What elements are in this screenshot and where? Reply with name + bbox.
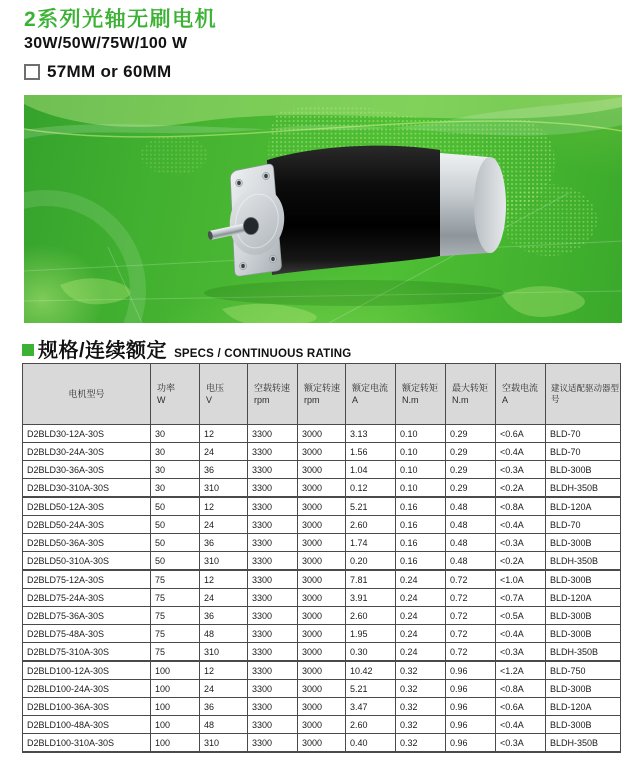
table-cell: 3000 xyxy=(298,734,346,753)
table-cell: BLDH-350B xyxy=(546,734,621,753)
table-row xyxy=(23,534,621,552)
table-cell: BLD-70 xyxy=(546,443,621,461)
table-cell: 3300 xyxy=(248,534,298,552)
table-cell: 0.96 xyxy=(446,698,496,716)
table-cell: 0.32 xyxy=(396,698,446,716)
table-cell: 0.10 xyxy=(396,443,446,461)
table-cell: BLD-300B xyxy=(546,534,621,552)
table-cell: 3.13 xyxy=(346,425,396,443)
table-cell: 5.21 xyxy=(346,497,396,516)
table-cell: 0.24 xyxy=(396,643,446,662)
table-cell: 3.91 xyxy=(346,589,396,607)
table-row xyxy=(23,643,621,662)
table-cell: 3000 xyxy=(298,716,346,734)
table-cell: 0.48 xyxy=(446,552,496,571)
table-cell: 0.10 xyxy=(396,425,446,443)
table-cell: BLD-70 xyxy=(546,425,621,443)
table-row xyxy=(23,552,621,571)
table-cell: 0.24 xyxy=(396,625,446,643)
table-cell: 3300 xyxy=(248,661,298,680)
table-cell: BLD-300B xyxy=(546,607,621,625)
table-cell: 3000 xyxy=(298,607,346,625)
table-cell: BLD-750 xyxy=(546,661,621,680)
table-cell: 0.24 xyxy=(396,607,446,625)
table-cell: BLDH-350B xyxy=(546,643,621,662)
column-header-3: 空载转速 rpm xyxy=(248,364,298,425)
table-cell: <0.3A xyxy=(496,534,546,552)
table-row xyxy=(23,425,621,443)
table-cell: 12 xyxy=(200,570,248,589)
table-row xyxy=(23,497,621,516)
table-cell: 0.16 xyxy=(396,552,446,571)
table-cell: <0.3A xyxy=(496,461,546,479)
section-heading xyxy=(22,334,351,363)
table-cell: 310 xyxy=(200,552,248,571)
table-cell: 3000 xyxy=(298,461,346,479)
table-cell: 3000 xyxy=(298,516,346,534)
table-cell: 2.60 xyxy=(346,607,396,625)
table-cell: <0.4A xyxy=(496,443,546,461)
table-cell: D2BLD50-24A-30S xyxy=(23,516,151,534)
table-cell: 3000 xyxy=(298,698,346,716)
table-cell: <0.2A xyxy=(496,479,546,498)
table-cell: 0.72 xyxy=(446,570,496,589)
table-cell: 100 xyxy=(151,698,200,716)
table-cell: 0.48 xyxy=(446,534,496,552)
table-cell: 75 xyxy=(151,607,200,625)
table-cell: 310 xyxy=(200,734,248,753)
table-cell: <0.2A xyxy=(496,552,546,571)
table-cell: 0.16 xyxy=(396,534,446,552)
table-cell: D2BLD30-310A-30S xyxy=(23,479,151,498)
table-row xyxy=(23,698,621,716)
table-cell: 24 xyxy=(200,516,248,534)
table-cell: 0.29 xyxy=(446,461,496,479)
section-title-cn: 规格/连续额定 xyxy=(38,340,168,362)
table-cell: 3.47 xyxy=(346,698,396,716)
table-cell: D2BLD75-36A-30S xyxy=(23,607,151,625)
table-row xyxy=(23,607,621,625)
table-cell: 3000 xyxy=(298,661,346,680)
table-cell: 0.72 xyxy=(446,643,496,662)
table-cell: 3000 xyxy=(298,497,346,516)
table-cell: 1.95 xyxy=(346,625,396,643)
table-cell: BLD-70 xyxy=(546,516,621,534)
table-cell: 36 xyxy=(200,698,248,716)
table-row xyxy=(23,443,621,461)
table-cell: D2BLD50-310A-30S xyxy=(23,552,151,571)
table-cell: D2BLD30-24A-30S xyxy=(23,443,151,461)
table-row xyxy=(23,461,621,479)
table-cell: D2BLD100-310A-30S xyxy=(23,734,151,753)
table-cell: 0.10 xyxy=(396,461,446,479)
table-cell: 3300 xyxy=(248,625,298,643)
table-cell: D2BLD100-36A-30S xyxy=(23,698,151,716)
frame-size-label: 57MM or 60MM xyxy=(47,62,172,82)
table-cell: 7.81 xyxy=(346,570,396,589)
table-cell: 0.96 xyxy=(446,734,496,753)
table-cell: 3000 xyxy=(298,425,346,443)
table-cell: BLD-120A xyxy=(546,497,621,516)
table-cell: 0.48 xyxy=(446,516,496,534)
table-cell: 0.24 xyxy=(396,589,446,607)
table-cell: <1.0A xyxy=(496,570,546,589)
table-row xyxy=(23,589,621,607)
table-cell: <0.6A xyxy=(496,698,546,716)
table-cell: <0.8A xyxy=(496,497,546,516)
table-cell: 48 xyxy=(200,716,248,734)
table-cell: 3300 xyxy=(248,461,298,479)
column-header-2: 电压 V xyxy=(200,364,248,425)
table-cell: 75 xyxy=(151,570,200,589)
table-cell: 0.32 xyxy=(396,716,446,734)
table-cell: 1.56 xyxy=(346,443,396,461)
table-cell: 12 xyxy=(200,425,248,443)
table-cell: 50 xyxy=(151,497,200,516)
checkbox-square-icon xyxy=(24,64,40,80)
table-cell: 48 xyxy=(200,625,248,643)
table-cell: 3300 xyxy=(248,497,298,516)
table-cell: BLD-300B xyxy=(546,716,621,734)
table-cell: 30 xyxy=(151,425,200,443)
table-cell: 100 xyxy=(151,716,200,734)
table-cell: 12 xyxy=(200,497,248,516)
power-range-subtitle: 30W/50W/75W/100 W xyxy=(24,35,188,53)
table-cell: 50 xyxy=(151,534,200,552)
green-square-icon xyxy=(22,344,34,356)
table-cell: 3300 xyxy=(248,643,298,662)
table-cell: 3000 xyxy=(298,570,346,589)
table-cell: 30 xyxy=(151,443,200,461)
table-cell: 0.48 xyxy=(446,497,496,516)
table-row xyxy=(23,680,621,698)
table-cell: 3300 xyxy=(248,516,298,534)
table-cell: 0.29 xyxy=(446,479,496,498)
table-cell: D2BLD100-24A-30S xyxy=(23,680,151,698)
table-cell: D2BLD30-36A-30S xyxy=(23,461,151,479)
table-cell: 3300 xyxy=(248,698,298,716)
table-cell: 75 xyxy=(151,643,200,662)
column-header-4: 额定转速 rpm xyxy=(298,364,346,425)
table-cell: 0.10 xyxy=(396,479,446,498)
table-cell: D2BLD75-310A-30S xyxy=(23,643,151,662)
table-cell: BLDH-350B xyxy=(546,479,621,498)
table-cell: 3300 xyxy=(248,552,298,571)
table-cell: 310 xyxy=(200,479,248,498)
table-cell: 0.72 xyxy=(446,607,496,625)
table-cell: D2BLD100-48A-30S xyxy=(23,716,151,734)
table-cell: 3300 xyxy=(248,680,298,698)
table-cell: 0.24 xyxy=(396,570,446,589)
table-cell: 24 xyxy=(200,589,248,607)
table-cell: <1.2A xyxy=(496,661,546,680)
table-cell: 0.29 xyxy=(446,425,496,443)
table-cell: 0.12 xyxy=(346,479,396,498)
table-cell: 2.60 xyxy=(346,516,396,534)
table-cell: <0.6A xyxy=(496,425,546,443)
table-cell: 30 xyxy=(151,479,200,498)
table-row xyxy=(23,716,621,734)
table-cell: <0.7A xyxy=(496,589,546,607)
table-row xyxy=(23,625,621,643)
table-cell: 0.29 xyxy=(446,443,496,461)
table-cell: 0.20 xyxy=(346,552,396,571)
table-cell: 1.74 xyxy=(346,534,396,552)
motor-photo xyxy=(24,95,622,323)
table-cell: 3300 xyxy=(248,425,298,443)
table-cell: 3000 xyxy=(298,589,346,607)
table-cell: 0.30 xyxy=(346,643,396,662)
table-cell: 3000 xyxy=(298,643,346,662)
table-cell: 24 xyxy=(200,680,248,698)
column-header-1: 功率 W xyxy=(151,364,200,425)
specs-table-header xyxy=(23,364,621,425)
table-cell: 0.16 xyxy=(396,497,446,516)
frame-size-line xyxy=(24,62,217,82)
table-cell: BLDH-350B xyxy=(546,552,621,571)
table-row xyxy=(23,516,621,534)
table-cell: BLD-300B xyxy=(546,461,621,479)
table-cell: BLD-120A xyxy=(546,698,621,716)
table-cell: 50 xyxy=(151,552,200,571)
table-cell: 36 xyxy=(200,461,248,479)
table-cell: <0.4A xyxy=(496,625,546,643)
column-header-6: 额定转矩 N.m xyxy=(396,364,446,425)
table-cell: 3000 xyxy=(298,552,346,571)
table-cell: D2BLD75-48A-30S xyxy=(23,625,151,643)
table-cell: 3300 xyxy=(248,479,298,498)
page-title: 2系列光轴无刷电机 xyxy=(24,8,218,31)
table-cell: D2BLD75-12A-30S xyxy=(23,570,151,589)
table-cell: <0.5A xyxy=(496,607,546,625)
table-cell: 24 xyxy=(200,443,248,461)
table-row xyxy=(23,570,621,589)
table-cell: 12 xyxy=(200,661,248,680)
column-header-5: 额定电流 A xyxy=(346,364,396,425)
table-cell: 36 xyxy=(200,607,248,625)
table-cell: 3000 xyxy=(298,479,346,498)
table-cell: D2BLD75-24A-30S xyxy=(23,589,151,607)
table-row xyxy=(23,479,621,498)
table-row xyxy=(23,661,621,680)
motor-image xyxy=(204,146,506,306)
table-cell: BLD-300B xyxy=(546,625,621,643)
table-cell: 1.04 xyxy=(346,461,396,479)
specs-table xyxy=(22,363,621,753)
table-cell: 3000 xyxy=(298,443,346,461)
table-row xyxy=(23,734,621,753)
hero-banner xyxy=(24,95,622,323)
table-cell: 3300 xyxy=(248,734,298,753)
table-cell: 3000 xyxy=(298,625,346,643)
planet-arc xyxy=(24,198,138,323)
table-cell: 75 xyxy=(151,625,200,643)
table-cell: 50 xyxy=(151,516,200,534)
table-cell: 0.16 xyxy=(396,516,446,534)
table-cell: 0.32 xyxy=(396,680,446,698)
table-cell: 3000 xyxy=(298,680,346,698)
table-cell: <0.4A xyxy=(496,716,546,734)
table-cell: <0.4A xyxy=(496,516,546,534)
table-cell: 0.40 xyxy=(346,734,396,753)
column-header-9: 建议适配驱动器型号 xyxy=(546,364,621,425)
page-header xyxy=(24,8,217,82)
column-header-7: 最大转矩 N.m xyxy=(446,364,496,425)
table-cell: 0.32 xyxy=(396,734,446,753)
table-cell: 3300 xyxy=(248,443,298,461)
table-cell: 100 xyxy=(151,734,200,753)
table-cell: 310 xyxy=(200,643,248,662)
table-cell: 30 xyxy=(151,461,200,479)
table-cell: 0.32 xyxy=(396,661,446,680)
table-cell: 0.96 xyxy=(446,680,496,698)
section-title-en: SPECS / CONTINUOUS RATING xyxy=(174,348,352,360)
table-cell: 100 xyxy=(151,680,200,698)
table-cell: BLD-120A xyxy=(546,589,621,607)
table-cell: D2BLD50-36A-30S xyxy=(23,534,151,552)
column-header-0: 电机型号 xyxy=(23,364,151,425)
table-cell: 3300 xyxy=(248,716,298,734)
table-cell: D2BLD30-12A-30S xyxy=(23,425,151,443)
table-cell: 10.42 xyxy=(346,661,396,680)
table-cell: 3300 xyxy=(248,607,298,625)
table-cell: 0.72 xyxy=(446,589,496,607)
table-cell: 3000 xyxy=(298,534,346,552)
table-cell: <0.3A xyxy=(496,734,546,753)
table-cell: 100 xyxy=(151,661,200,680)
table-cell: 5.21 xyxy=(346,680,396,698)
table-cell: BLD-300B xyxy=(546,570,621,589)
table-cell: 0.72 xyxy=(446,625,496,643)
table-cell: 3300 xyxy=(248,589,298,607)
table-cell: D2BLD50-12A-30S xyxy=(23,497,151,516)
table-cell: 0.96 xyxy=(446,661,496,680)
table-cell: BLD-300B xyxy=(546,680,621,698)
column-header-8: 空载电流 A xyxy=(496,364,546,425)
table-cell: D2BLD100-12A-30S xyxy=(23,661,151,680)
table-cell: 36 xyxy=(200,534,248,552)
table-cell: <0.8A xyxy=(496,680,546,698)
table-cell: 3300 xyxy=(248,570,298,589)
table-cell: 2.60 xyxy=(346,716,396,734)
table-cell: <0.3A xyxy=(496,643,546,662)
table-cell: 0.96 xyxy=(446,716,496,734)
table-cell: 75 xyxy=(151,589,200,607)
